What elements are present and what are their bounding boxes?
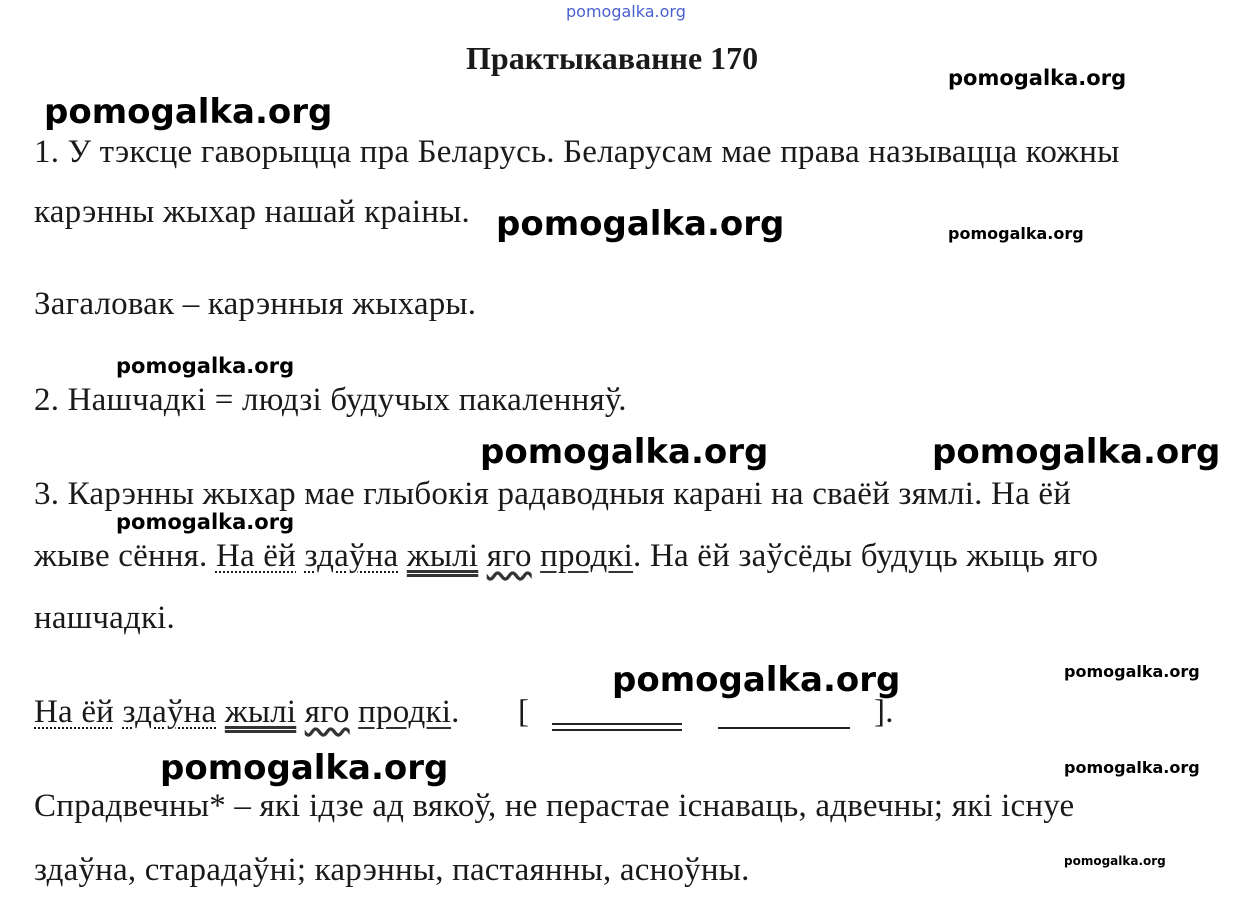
watermark: pomogalka.org	[160, 748, 449, 788]
definition-line-2: здаўна, старадаўні; карэнны, пастаянны, асноўны.	[34, 852, 750, 888]
watermark: pomogalka.org	[116, 354, 295, 378]
predicate: жылі	[224, 694, 297, 730]
page-title: Практыкаванне 170	[466, 40, 759, 76]
watermark: pomogalka.org	[948, 66, 1127, 90]
subject: продкі	[358, 694, 452, 730]
watermark: pomogalka.org	[116, 510, 295, 534]
paragraph-3-line-3: нашчадкі.	[34, 600, 176, 636]
watermark: pomogalka.org	[480, 432, 769, 472]
definition-line-1: Спрадвечны* – які ідзе ад вякоў, не перастае існаваць, адвечны; які існуе	[34, 788, 1075, 824]
watermark: pomogalka.org	[948, 224, 1084, 243]
paragraph-1-line-1: 1. У тэксце гаворыцца пра Беларусь. Беларусам мае права называцца кожны	[34, 134, 1120, 170]
watermark: pomogalka.org	[932, 432, 1221, 472]
watermark: pomogalka.org	[1064, 854, 1166, 868]
watermark: pomogalka.org	[1064, 662, 1200, 681]
watermark-top: pomogalka.org	[566, 2, 686, 21]
adverbial-modifier: На ёй	[34, 694, 115, 730]
predicate: жылі	[406, 538, 479, 574]
adverbial-modifier: здаўна	[122, 694, 217, 730]
watermark: pomogalka.org	[1064, 758, 1200, 777]
scheme-predicate-line	[552, 729, 682, 731]
sentence-part: жыве сёння.	[34, 538, 208, 574]
sentence-end: .	[451, 694, 460, 730]
scheme-bracket-close: ].	[874, 694, 894, 730]
paragraph-3-line-1: 3. Карэнны жыхар мае глыбокія радаводныя карані на сваёй зямлі. На ёй	[34, 476, 1072, 512]
watermark: pomogalka.org	[44, 92, 333, 132]
sentence-part: . На ёй заўсёды будуць жыць яго	[633, 538, 1099, 574]
heading-answer: Загаловак – карэнныя жыхары.	[34, 286, 477, 322]
watermark: pomogalka.org	[612, 660, 901, 700]
adverbial-modifier: На ёй	[215, 538, 297, 574]
subject: продкі	[540, 538, 634, 574]
scheme-predicate-line	[552, 723, 682, 725]
paragraph-1-line-2: карэнны жыхар нашай краіны.	[34, 194, 470, 230]
scheme-subject-line	[718, 727, 850, 729]
paragraph-2: 2. Нашчадкі = людзі будучых пакаленняў.	[34, 382, 627, 418]
paragraph-3-line-2	[34, 538, 1098, 575]
attribute: яго	[486, 538, 532, 574]
sentence-analysis	[34, 694, 460, 731]
adverbial-modifier: здаўна	[304, 538, 399, 574]
watermark: pomogalka.org	[496, 204, 785, 244]
attribute: яго	[304, 694, 350, 730]
scheme-bracket-open: [	[518, 694, 530, 730]
